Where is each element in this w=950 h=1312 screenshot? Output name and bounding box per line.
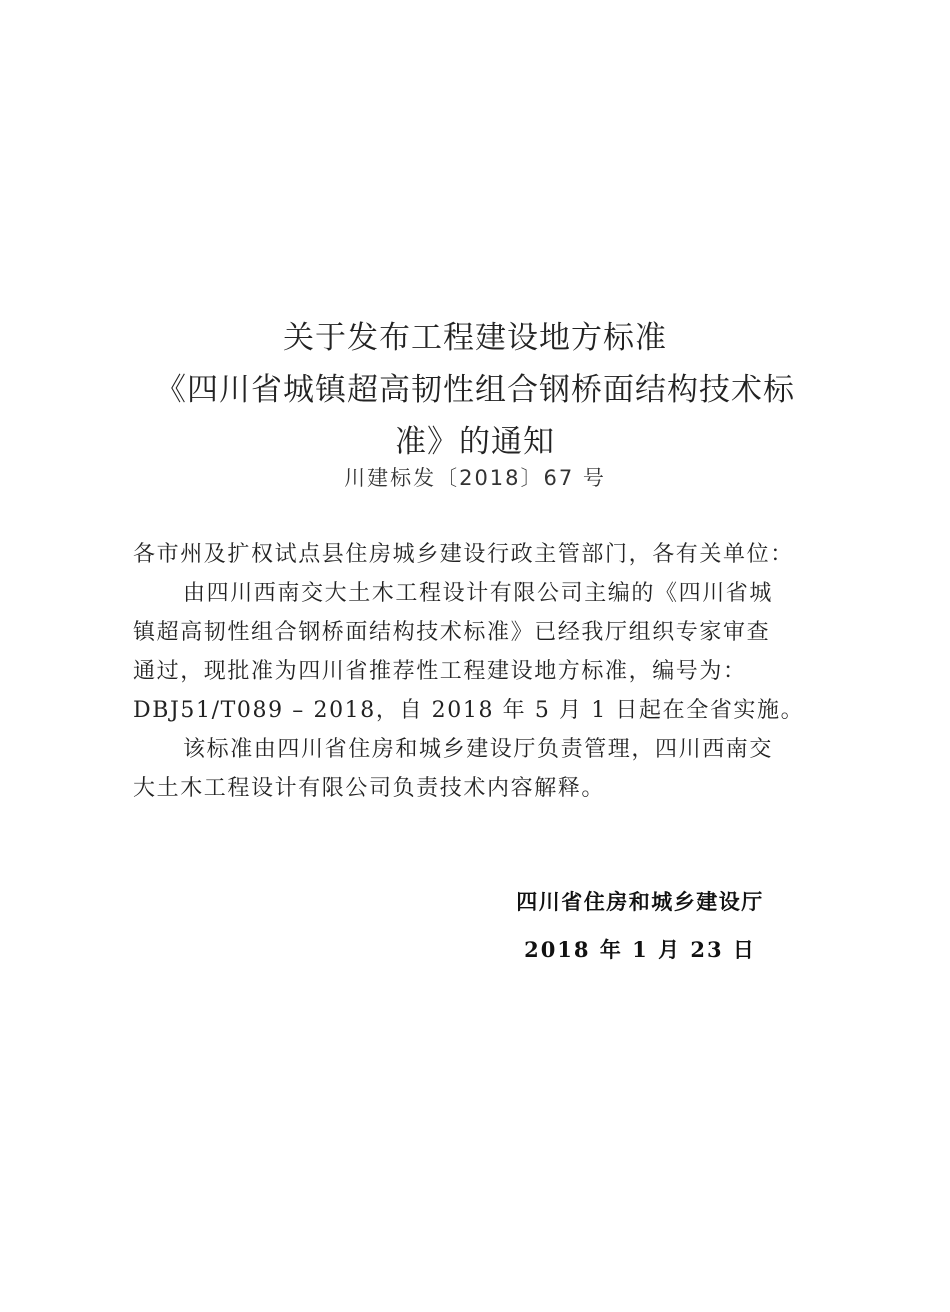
salutation: 各市州及扩权试点县住房城乡建设行政主管部门，各有关单位：	[133, 542, 794, 567]
paragraph-line: 大土木工程设计有限公司负责技术内容解释。	[133, 776, 606, 801]
issue-date: 2018 年 1 月 23 日	[524, 937, 756, 962]
notice-body	[133, 535, 823, 808]
issuing-organization: 四川省住房和城乡建设厅	[516, 889, 764, 914]
signature-block	[480, 883, 800, 969]
paragraph-line: 由四川西南交大土木工程设计有限公司主编的《四川省城	[183, 581, 774, 606]
notice-title	[0, 312, 950, 468]
title-line: 《四川省城镇超高韧性组合钢桥面结构技术标	[155, 372, 795, 408]
paragraph-line: DBJ51/T089 – 2018，自 2018 年 5 月 1 日起在全省实施。	[133, 698, 805, 723]
paragraph-line: 该标准由四川省住房和城乡建设厅负责管理，四川西南交	[183, 737, 774, 762]
paragraph-line: 通过，现批准为四川省推荐性工程建设地方标准，编号为：	[133, 659, 747, 684]
document-number: 川建标发〔2018〕67 号	[344, 466, 606, 490]
paragraph-line: 镇超高韧性组合钢桥面结构技术标准》已经我厅组织专家审查	[133, 620, 771, 645]
title-line: 准》的通知	[395, 424, 555, 460]
title-line: 关于发布工程建设地方标准	[283, 320, 667, 356]
